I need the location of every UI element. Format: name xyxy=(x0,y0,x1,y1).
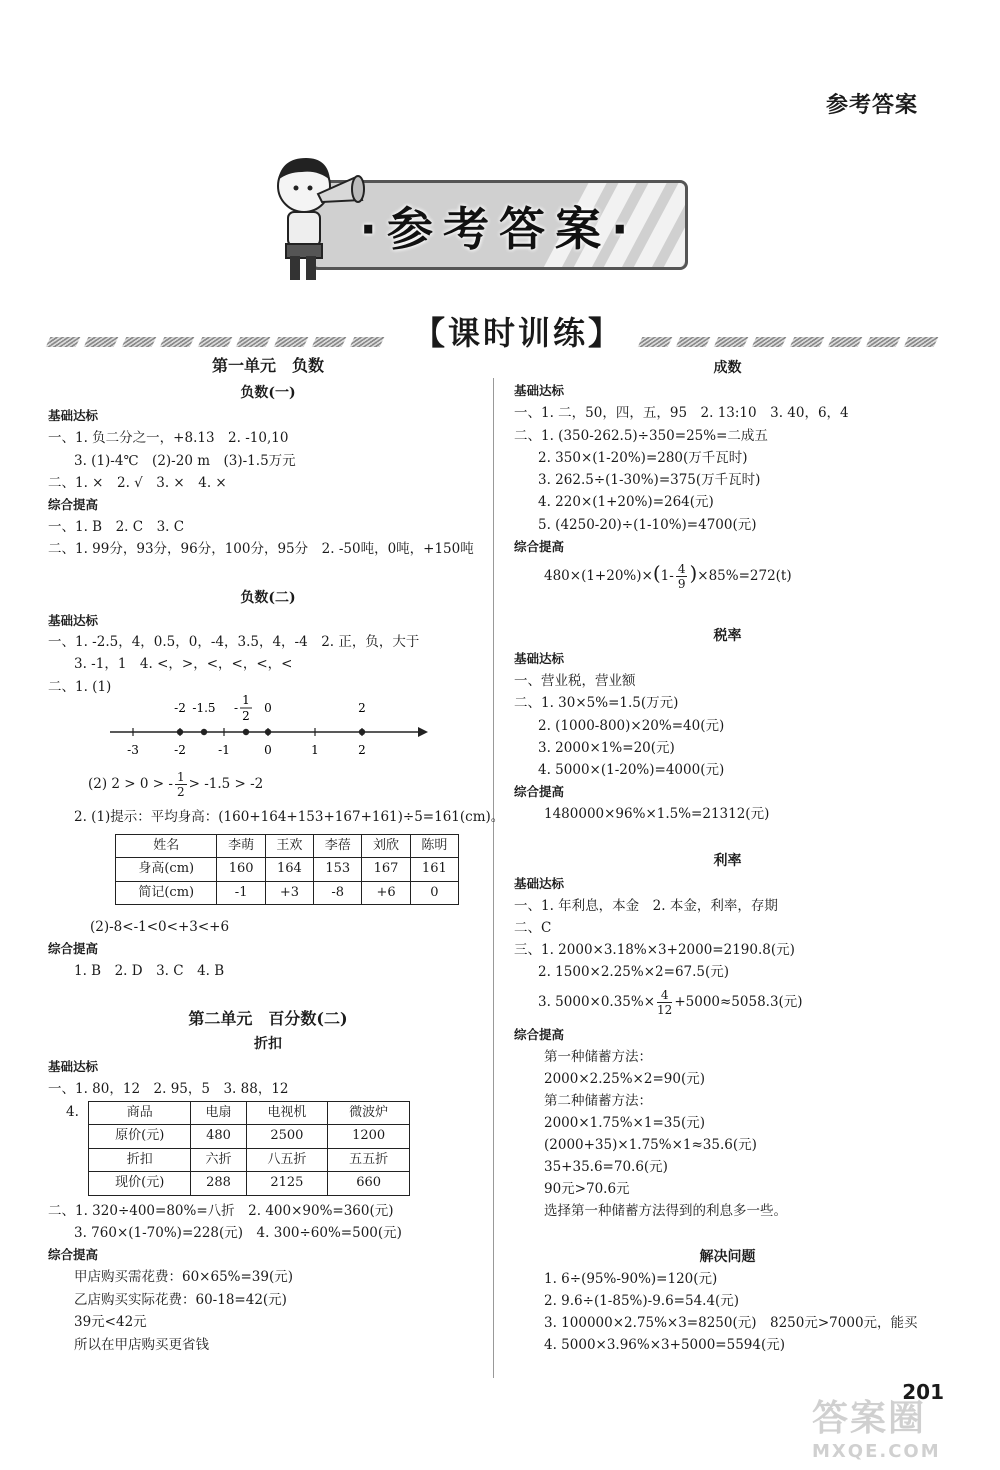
decorative-dashes-left xyxy=(48,332,390,344)
watermark-text: 答案圈 xyxy=(812,1398,927,1439)
text-line: 1480000×96%×1.5%=21312(元) xyxy=(544,806,770,822)
running-header: 参考答案 xyxy=(825,93,918,118)
neg1-tag-advanced: 综合提高 xyxy=(48,497,99,512)
text-line: 2. (1000-800)×20%=40(元) xyxy=(538,718,725,734)
text-line: 2. (1)提示：平均身高：(160+164+153+167+161)÷5=161(cm)。 xyxy=(74,809,505,825)
unit1-title: 第一单元 负数 xyxy=(211,356,324,375)
formula-line: 480×(1+20%)×(1- $\frac{4}{9}$ )×85%=272(t) xyxy=(544,561,792,591)
disc-tag-advanced: 综合提高 xyxy=(48,1247,99,1262)
nl-point xyxy=(177,729,183,735)
tax-tag-basic: 基础达标 xyxy=(514,651,565,666)
text-line: 二、1. 99分，93分，96分，100分，95分 2. -50吨，0吨，+150吨 xyxy=(48,541,474,557)
text-line: 乙店购买实际花费：60-18=42(元) xyxy=(74,1292,287,1308)
nl-bottom-label: 1 xyxy=(311,743,319,757)
tax-tag-advanced: 综合提高 xyxy=(514,784,565,799)
text-line: 二、1. 320÷400=80%=八折 2. 400×90%=360(元) xyxy=(48,1203,394,1219)
formula-line: 3. 5000×0.35%× $\frac{4}{12}$ +5000≈5058.3(元) xyxy=(538,988,803,1017)
text-line: 4. 5000×(1-20%)=4000(元) xyxy=(538,762,725,778)
cs-tag-advanced: 综合提高 xyxy=(514,539,565,554)
neg2-tag-advanced: 综合提高 xyxy=(48,941,99,956)
watermark xyxy=(812,1390,962,1460)
nl-top-label: 2 xyxy=(358,701,366,715)
chengshu-title: 成数 xyxy=(713,360,742,376)
text-line: 2000×2.25%×2=90(元) xyxy=(544,1071,705,1087)
nl-top-label: -2 xyxy=(174,701,186,715)
text-line: 39元<42元 xyxy=(74,1314,147,1330)
nl-point xyxy=(243,729,249,735)
page-number: 201 xyxy=(902,1380,944,1404)
decorative-dashes-right xyxy=(640,332,944,344)
text-line: 选择第一种储蓄方法得到的利息多一些。 xyxy=(544,1203,787,1219)
number-line-arrow xyxy=(418,727,428,737)
text-line: 2. 9.6÷(1-85%)-9.6=54.4(元) xyxy=(544,1293,740,1309)
number-line xyxy=(100,690,430,762)
text-line: (2000+35)×1.75%×1≈35.6(元) xyxy=(544,1137,757,1153)
text-line: 4. 220×(1+20%)=264(元) xyxy=(538,494,714,510)
text-line: 4. xyxy=(66,1104,79,1120)
text-line: 2. 350×(1-20%)=280(万千瓦时) xyxy=(538,450,748,466)
nl-bottom-label: -1 xyxy=(218,743,230,757)
column-divider xyxy=(493,378,494,1378)
text-line: 二、C xyxy=(514,920,552,936)
text-line: 一、1. B 2. C 3. C xyxy=(48,519,185,535)
text-line: 第二种储蓄方法： xyxy=(544,1093,652,1109)
text-line: 第一种储蓄方法： xyxy=(544,1049,652,1065)
text-line: 二、1. (350-262.5)÷350=25%=二成五 xyxy=(514,428,768,444)
int-tag-advanced: 综合提高 xyxy=(514,1027,565,1042)
watermark-url: MXQE.COM xyxy=(812,1441,941,1462)
text-line: 一、1. 二，50，四，五，95 2. 13:10 3. 40，6，4 xyxy=(514,405,849,421)
text-line: 2. 1500×2.25%×2=67.5(元) xyxy=(538,964,730,980)
nl-point xyxy=(265,729,271,735)
text-line: 3. 100000×2.75%×3=8250(元) 8250元>7000元，能买 xyxy=(544,1315,918,1331)
unit2-title: 第二单元 百分数(二) xyxy=(188,1009,348,1028)
text-line: 一、1. -2.5，4，0.5，0，-4，3.5，4，-4 2. 正，负，大于 xyxy=(48,634,420,650)
price-table: 商品 电扇 电视机 微波炉 原价(元) 480 2500 1200 折扣 六折 八五折 五五折 现价(元) 288 2125 660 xyxy=(88,1101,410,1196)
nl-top-label: 0 xyxy=(264,701,272,715)
nl-top-label: -1.5 xyxy=(192,701,216,715)
section-title: 【课时训练】 xyxy=(412,314,623,352)
interest-title: 利率 xyxy=(713,853,742,869)
nl-point xyxy=(201,729,207,735)
text-line: 甲店购买需花费：60×65%=39(元) xyxy=(74,1269,294,1285)
boy-with-trumpet-illustration xyxy=(262,150,372,286)
discount-title: 折扣 xyxy=(254,1036,282,1052)
nl-bottom-label: -3 xyxy=(127,743,139,757)
text-line: 3. -1，1 4. <，>，<，<，<，< xyxy=(74,656,293,672)
text-line: 二、1. × 2. √ 3. × 4. × xyxy=(48,475,227,491)
text-line: 三、1. 2000×3.18%×3+2000=2190.8(元) xyxy=(514,942,795,958)
text-line: 2000×1.75%×1=35(元) xyxy=(544,1115,705,1131)
int-tag-basic: 基础达标 xyxy=(514,876,565,891)
text-line: 3. 262.5÷(1-30%)=375(万千瓦时) xyxy=(538,472,761,488)
text-line: 4. 5000×3.96%×3+5000=5594(元) xyxy=(544,1337,785,1353)
text-line: 所以在甲店购买更省钱 xyxy=(74,1337,209,1353)
nl-bottom-label: 2 xyxy=(358,743,366,757)
text-line: 3. (1)-4℃ (2)-20 m (3)-1.5万元 xyxy=(74,453,296,469)
text-line: (2)-8<-1<0<+3<+6 xyxy=(90,919,230,935)
neg1-title: 负数(一) xyxy=(240,385,296,401)
banner xyxy=(262,150,688,286)
cs-tag-basic: 基础达标 xyxy=(514,383,565,398)
text-line: 一、营业税，营业额 xyxy=(514,673,636,689)
solve-title: 解决问题 xyxy=(699,1249,756,1265)
disc-tag-basic: 基础达标 xyxy=(48,1059,99,1074)
text-line: 一、1. 80，12 2. 95，5 3. 88，12 xyxy=(48,1081,289,1097)
banner-title: ·参考答案· xyxy=(359,202,639,256)
nl-half-den: 2 xyxy=(242,709,250,723)
nl-bottom-label: 0 xyxy=(264,743,272,757)
nl-bottom-label: -2 xyxy=(174,743,186,757)
nl-half-sign: - xyxy=(233,701,239,715)
text-line: 5. (4250-20)÷(1-10%)=4700(元) xyxy=(538,517,757,533)
text-line: 90元>70.6元 xyxy=(544,1181,630,1197)
order-line: (2) 2 > 0 > - $\frac{1}{2}$ > -1.5 > -2 xyxy=(88,770,264,799)
text-line: 一、1. 年利息，本金 2. 本金，利率，存期 xyxy=(514,898,778,914)
tax-title: 税率 xyxy=(713,628,742,644)
text-line: 1. 6÷(95%-90%)=120(元) xyxy=(544,1271,718,1287)
neg2-title: 负数(二) xyxy=(240,590,296,606)
text-line: 一、1. 负二分之一，+8.13 2. -10,10 xyxy=(48,430,289,446)
nl-point xyxy=(359,729,365,735)
text-line: 3. 2000×1%=20(元) xyxy=(538,740,675,756)
height-table: 姓名 李萌 王欢 李蓓 刘欣 陈明 身高(cm) 160 164 153 167 161 简记(cm) -1 +3 -8 +6 0 xyxy=(115,834,459,905)
nl-half-num: 1 xyxy=(242,693,250,707)
neg2-tag-basic: 基础达标 xyxy=(48,613,99,628)
text-line: 二、1. 30×5%=1.5(万元) xyxy=(514,695,679,711)
neg1-tag-basic: 基础达标 xyxy=(48,408,99,423)
text-line: 1. B 2. D 3. C 4. B xyxy=(74,963,225,979)
text-line: 35+35.6=70.6(元) xyxy=(544,1159,668,1175)
text-line: 二、1. (1) xyxy=(48,679,112,695)
text-line: 3. 760×(1-70%)=228(元) 4. 300÷60%=500(元) xyxy=(74,1225,402,1241)
